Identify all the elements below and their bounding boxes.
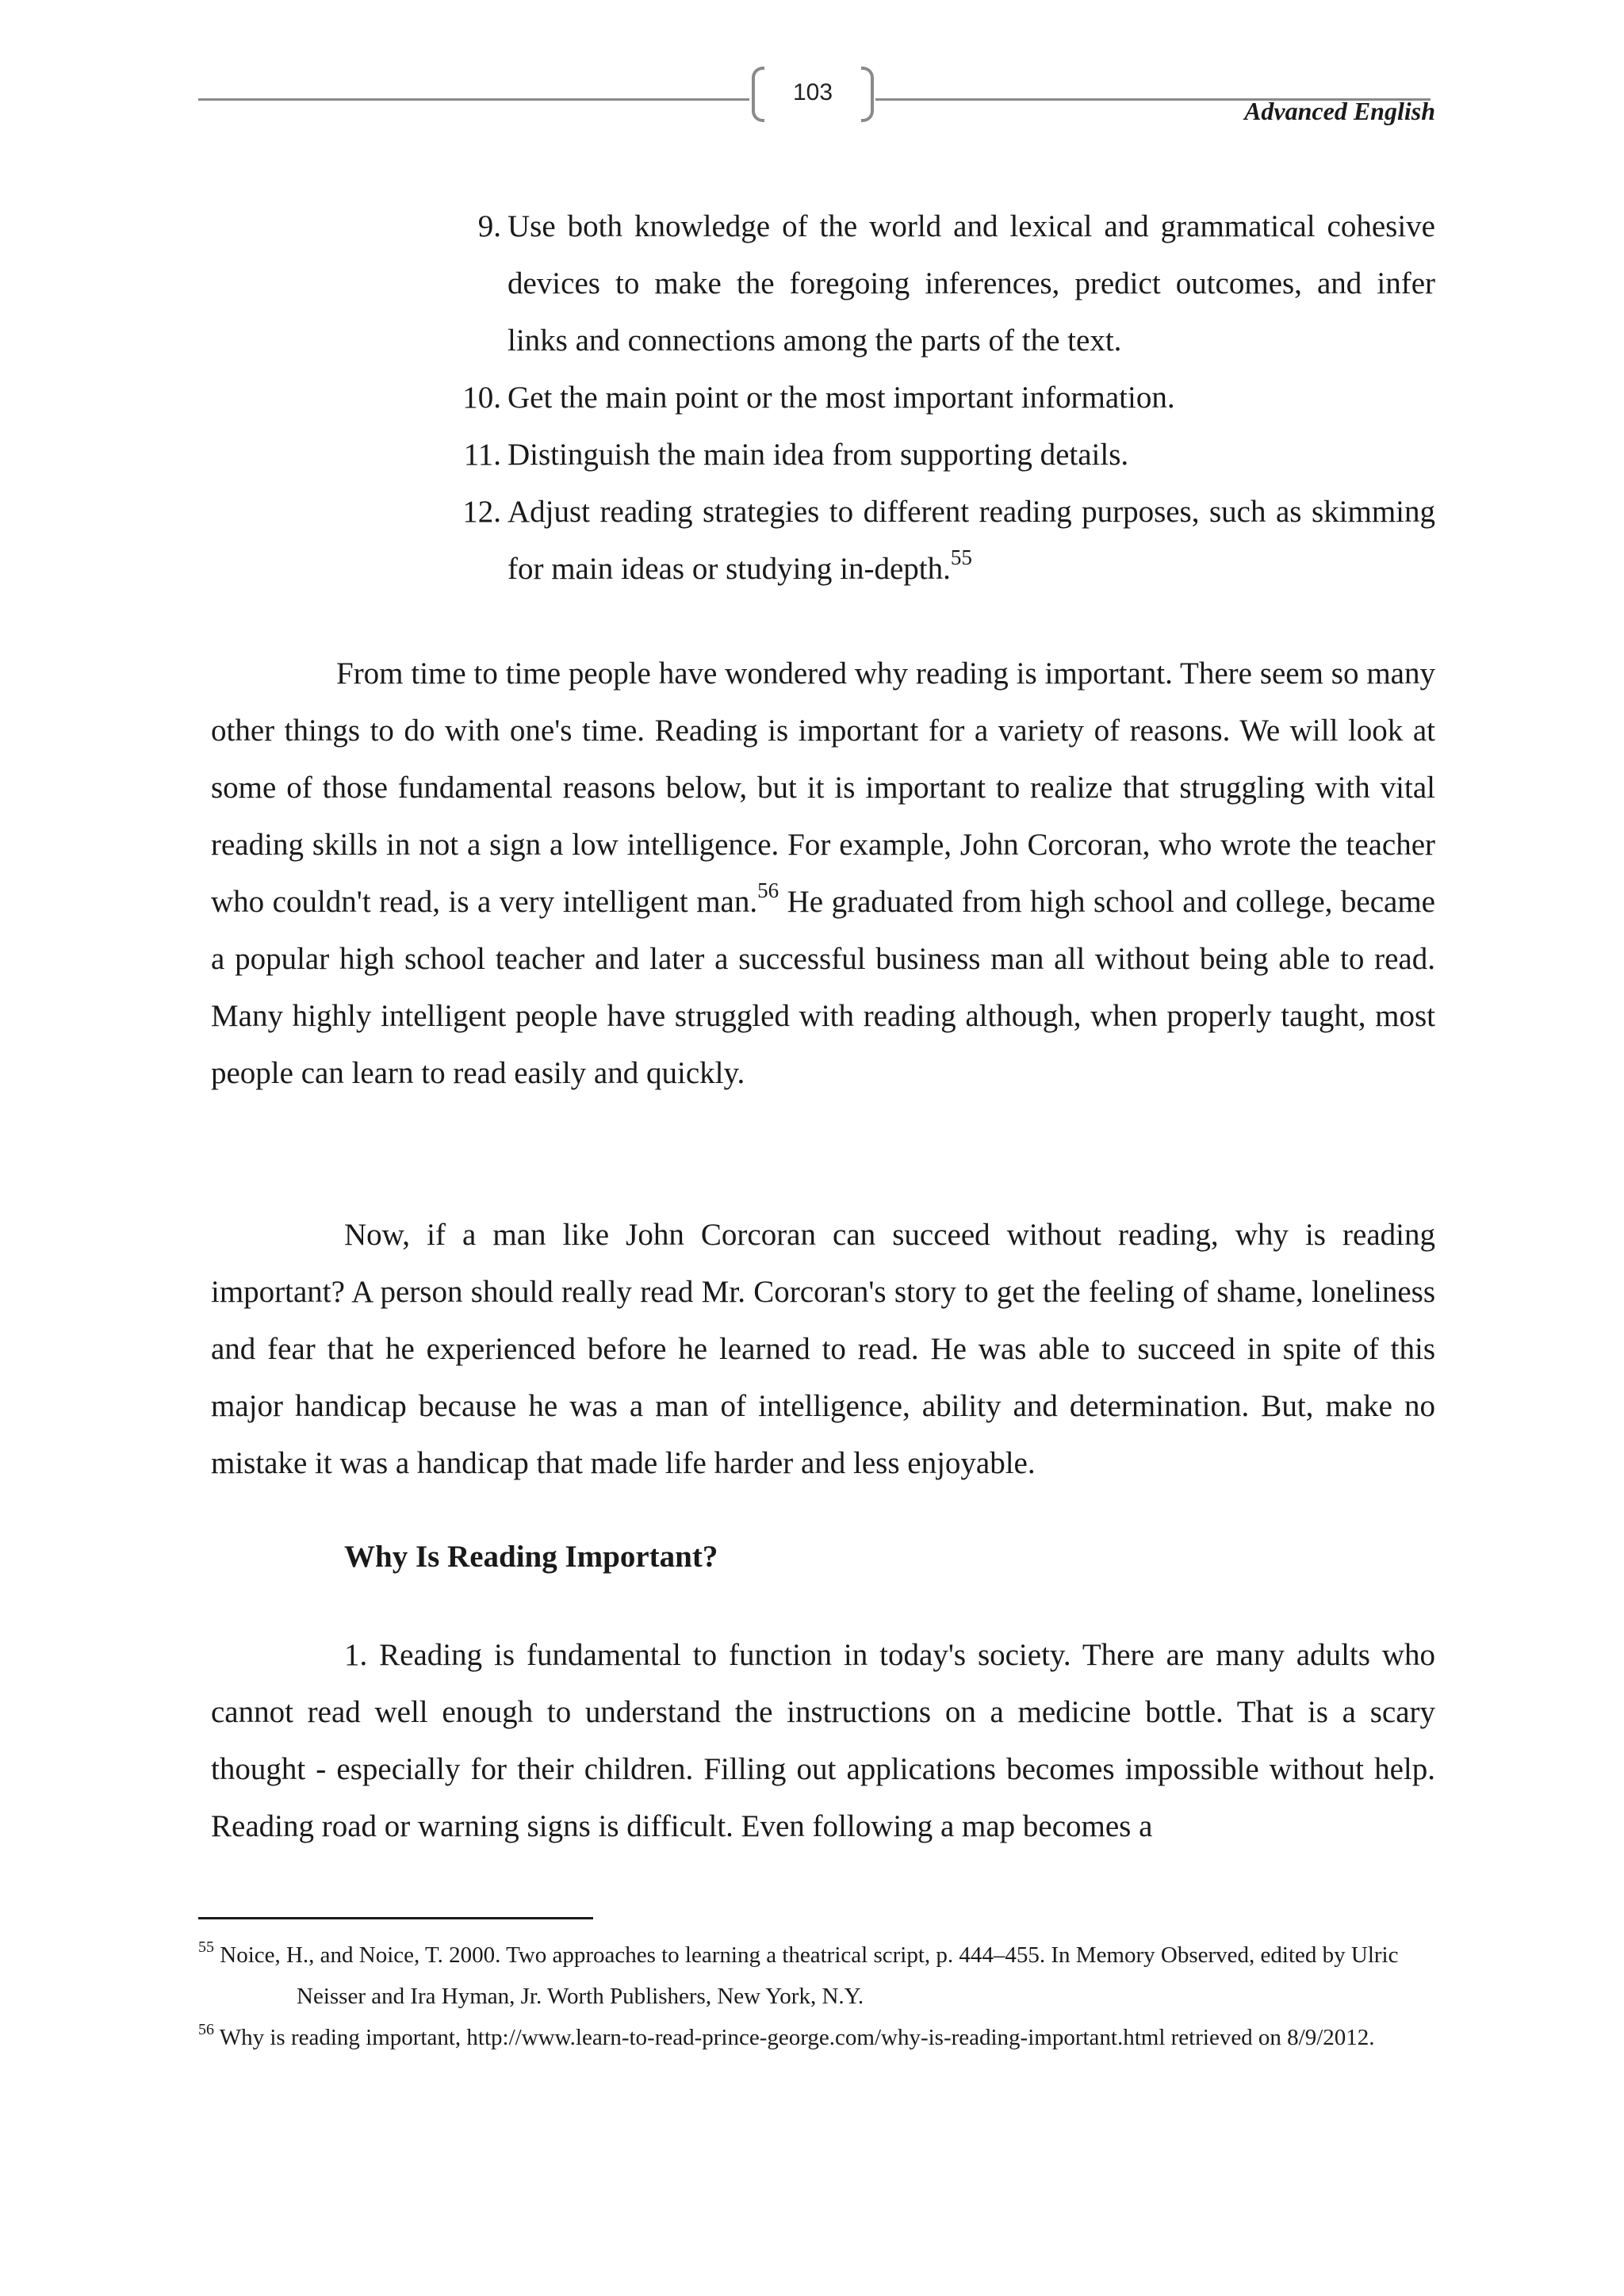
list-item-text: Adjust reading strategies to different reading purposes, such as skimming for main ideas or studying in-depth.$^{55}$ xyxy=(508,495,1435,586)
list-item-number: 11. xyxy=(463,438,501,472)
list-item-text: Use both knowledge of the world and lexical and grammatical cohesive devices to make the foregoing inferences, predict outcomes, and infer links and connections among the parts of the text. xyxy=(508,209,1435,358)
list-item xyxy=(444,427,1435,484)
running-title: Advanced English xyxy=(1244,97,1435,125)
list-item-number: 12. xyxy=(462,495,501,529)
list-item xyxy=(444,484,1435,598)
header-rule-left xyxy=(198,98,749,101)
footnote-number: 55 xyxy=(198,1938,214,1957)
section-heading: Why Is Reading Important? xyxy=(344,1540,718,1574)
body-paragraph: From time to time people have wondered why reading is important. There seem so many other things to do with one's time. Reading is important for a variety of reasons. We will look at some of those fundamental reasons below, but it is important to realize that struggling with vital reading skills in not a sign a low intelligence. For example, John Corcoran, who wrote the teacher who couldn't read, is a very intelligent man.$^{56}$ He graduated from high school and college, became a popular high school teacher and later a successful business man all without being able to read. Many highly intelligent people have struggled with reading although, when properly taught, most people can learn to read easily and quickly. xyxy=(211,656,1435,1090)
page-number: 103 xyxy=(792,79,833,105)
footnote-reference: 56 xyxy=(757,878,779,902)
list-item xyxy=(444,198,1435,369)
list-item-text: Get the main point or the most important information. xyxy=(508,381,1175,415)
page-number-bracket-left xyxy=(752,67,764,122)
footnote-reference: 55 xyxy=(950,545,972,569)
footnotes xyxy=(198,1934,1443,2058)
page-number-bracket-right xyxy=(861,67,874,122)
list-item xyxy=(444,369,1435,427)
body-paragraph: 1. Reading is fundamental to function in today's society. There are many adults who cannot read well enough to understand the instructions on a medicine bottle. That is a scary thought - especially for their children. Filling out applications becomes impossible without help. Reading road or warning signs is difficult. Even following a map becomes a xyxy=(211,1638,1435,1843)
list-item-number: 10. xyxy=(462,381,501,415)
body-paragraph: Now, if a man like John Corcoran can succeed without reading, why is reading important? A person should really read Mr. Corcoran's story to get the feeling of shame, loneliness and fear that he experienced before he learned to read. He was able to succeed in spite of this major handicap because he was a man of intelligence, ability and determination. But, make no mistake it was a handicap that made life harder and less enjoyable. xyxy=(211,1218,1435,1480)
footnote-number: 56 xyxy=(198,2021,214,2039)
footnote: $^{56}$ Why is reading important, http://www.learn-to-read-prince-george.com/why-is-reading-important.html retrieved on 8/9/2012. xyxy=(198,2021,1375,2050)
footnote: $^{55}$ Noice, H., and Noice, T. 2000. Two approaches to learning a theatrical script, p. 444–455. In Memory Observed, edited by Ulric Neisser and Ira Hyman, Jr. Worth Publishers, New York, N.Y. xyxy=(198,1938,1399,2009)
numbered-list xyxy=(444,198,1435,598)
list-item-text: Distinguish the main idea from supporting details. xyxy=(508,438,1129,472)
footnote-separator xyxy=(198,1917,593,1919)
list-item-number: 9. xyxy=(477,209,501,243)
